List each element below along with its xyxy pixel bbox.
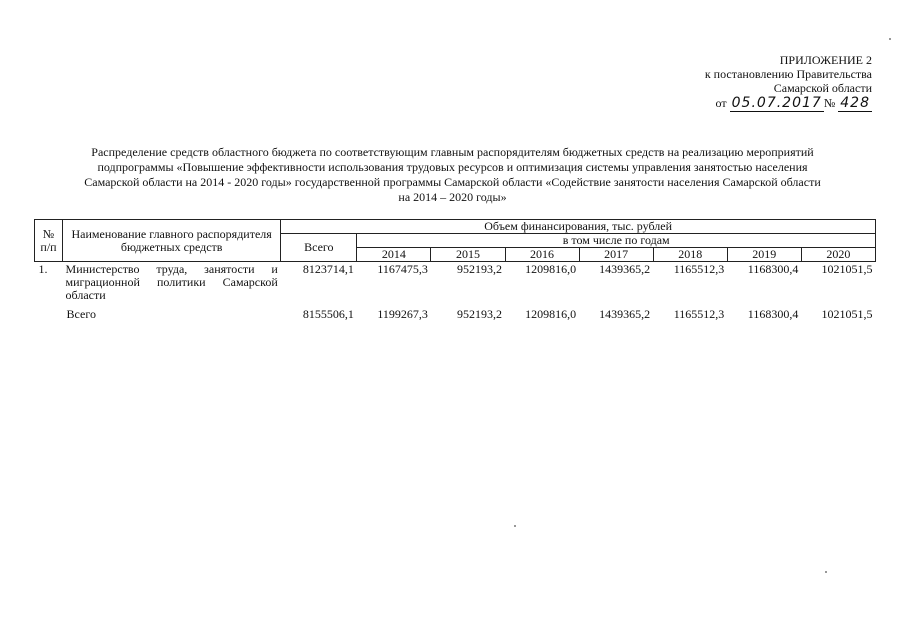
summary-value: 952193,2 [457, 307, 503, 321]
title-line-3: Самарской области на 2014 - 2020 годы» государственной программы Самарской области «Содействие занятости населения Самарской области [84, 175, 821, 189]
scan-speck [889, 38, 891, 40]
document-title [30, 145, 875, 205]
row-value: 1168300,4 [747, 262, 799, 276]
summary-number-empty [35, 302, 63, 321]
row-value: 1167475,3 [377, 262, 428, 276]
appendix-region-line: Самарской области [773, 81, 872, 95]
header-year: 2016 [505, 248, 579, 262]
date-prefix: от [715, 96, 727, 110]
summary-row [35, 302, 876, 321]
row-total: 8123714,1 [302, 262, 354, 276]
header-year: 2017 [579, 248, 653, 262]
row-value: 1165512,3 [673, 262, 725, 276]
handwritten-number: 428 [840, 95, 870, 111]
row-value: 1209816,0 [525, 262, 577, 276]
header-funding: Объем финансирования, тыс. рублей [281, 220, 876, 234]
summary-value: 1168300,4 [747, 307, 799, 321]
summary-total: 8155506,1 [302, 307, 354, 321]
title-line-2: подпрограммы «Повышение эффективности использования трудовых ресурсов и оптимизация системы управления занятостью населения [97, 160, 808, 174]
row-value: 1439365,2 [599, 262, 651, 276]
row-number: 1. [38, 262, 48, 276]
summary-label: Всего [66, 307, 96, 321]
number-prefix: № [823, 96, 836, 110]
summary-value: 1209816,0 [525, 307, 577, 321]
row-value: 1021051,5 [821, 262, 873, 276]
title-line-4: на 2014 – 2020 годы» [398, 190, 507, 204]
summary-value: 1439365,2 [599, 307, 651, 321]
header-year: 2015 [431, 248, 505, 262]
header-year: 2020 [801, 248, 875, 262]
summary-value: 1165512,3 [673, 307, 725, 321]
appendix-title: ПРИЛОЖЕНИЕ 2 [779, 53, 872, 67]
header-year: 2018 [653, 248, 727, 262]
header-year: 2014 [357, 248, 431, 262]
summary-value: 1199267,3 [377, 307, 428, 321]
header-number: № п/п [35, 220, 63, 262]
scan-speck [825, 571, 827, 573]
header-year: 2019 [727, 248, 801, 262]
appendix-header [705, 53, 872, 110]
appendix-resolution-line: к постановлению Правительства [704, 67, 872, 81]
scan-speck [514, 525, 516, 527]
title-line-1: Распределение средств областного бюджета по соответствующим главным распорядителям бюджетных средств на реализацию мероприятий [91, 145, 814, 159]
header-name: Наименование главного распорядителя бюджетных средств [63, 220, 281, 262]
summary-value: 1021051,5 [821, 307, 873, 321]
header-total: Всего [281, 234, 357, 262]
handwritten-date: 05.07.2017 [731, 95, 822, 111]
appendix-reference-line [705, 96, 872, 110]
table-row [35, 262, 876, 303]
row-value: 952193,2 [457, 262, 503, 276]
funding-table [34, 219, 876, 321]
header-by-years: в том числе по годам [357, 234, 876, 248]
row-name: Министерство труда, занятости и миграционной политики Самарской области [65, 262, 278, 302]
